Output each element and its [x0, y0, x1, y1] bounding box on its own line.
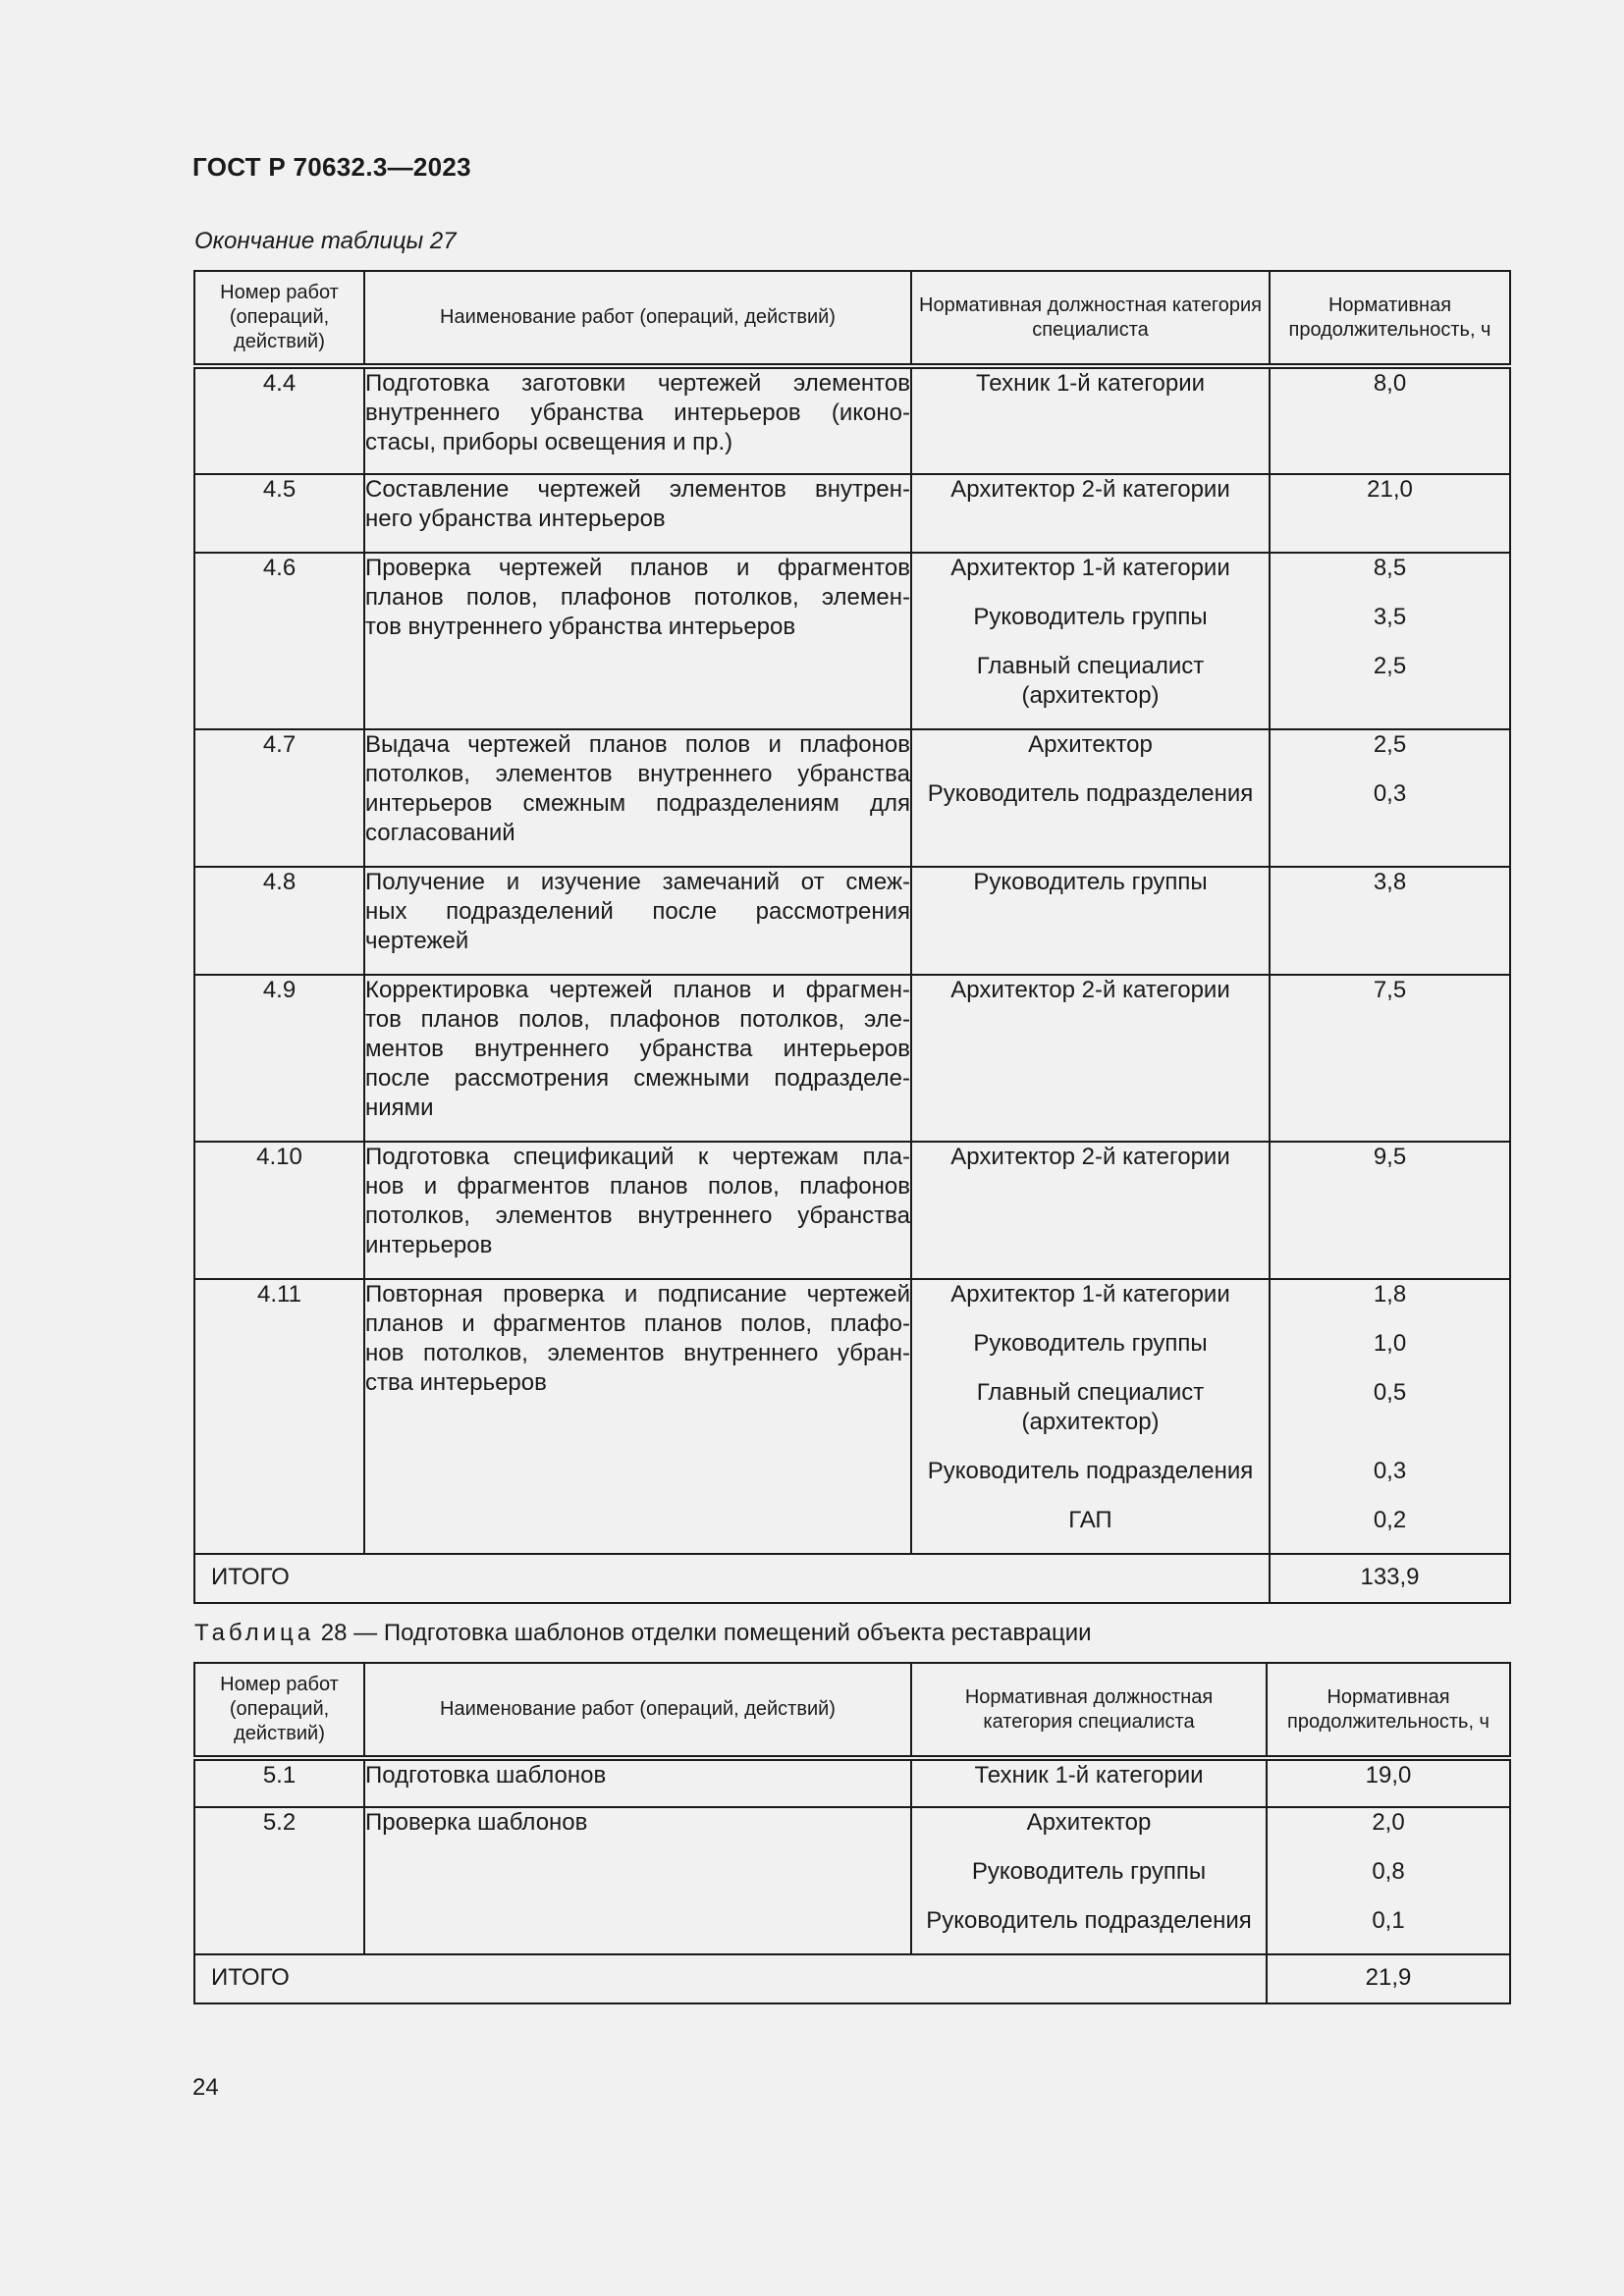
table-27-header	[194, 271, 1510, 366]
column-header-duration: Нормативная продолжительность, ч	[1270, 271, 1510, 366]
duration-cell	[1270, 1279, 1510, 1554]
column-header-category: Нормативная должностная категория специалиста	[911, 1663, 1267, 1758]
document-code: ГОСТ Р 70632.3—2023	[192, 152, 471, 182]
category-cell	[911, 867, 1270, 975]
total-label: ИТОГО	[194, 1954, 1267, 2003]
work-name-line: планов полов, плафонов потолков, элемен-	[365, 584, 910, 611]
duration-value: 0,8	[1372, 1858, 1405, 1885]
work-name-line: интерьеров	[365, 1232, 493, 1258]
work-name-cell	[364, 553, 911, 729]
duration-value: 3,5	[1373, 604, 1407, 630]
duration-value: 0,2	[1373, 1507, 1407, 1533]
work-name-line: Подготовка заготовки чертежей элементов	[365, 370, 910, 397]
work-name-cell	[364, 867, 911, 975]
work-name-line: Проверка шаблонов	[365, 1809, 588, 1836]
table-27-continuation-caption: Окончание таблицы 27	[194, 228, 457, 254]
specialist-category: Главный специалист (архитектор)	[976, 653, 1205, 709]
work-number-cell: 4.8	[194, 867, 364, 975]
work-name-line: планов и фрагментов планов полов, плафо-	[365, 1310, 910, 1337]
work-name-line: ных подразделений после рассмотрения	[365, 898, 910, 925]
work-name-line: стасы, приборы освещения и пр.)	[365, 429, 733, 455]
table-27	[193, 270, 1511, 1604]
duration-cell	[1270, 975, 1510, 1142]
column-header-duration: Нормативная продолжительность, ч	[1267, 1663, 1510, 1758]
duration-cell	[1270, 366, 1510, 474]
work-name-cell	[364, 366, 911, 474]
column-header-category: Нормативная должностная категория специалиста	[911, 271, 1270, 366]
specialist-category: ГАП	[1068, 1507, 1112, 1533]
duration-value: 2,5	[1373, 731, 1407, 758]
duration-value: 0,3	[1373, 1458, 1407, 1484]
duration-cell	[1270, 867, 1510, 975]
table-row	[194, 1758, 1510, 1807]
category-cell	[911, 553, 1270, 729]
duration-cell	[1270, 474, 1510, 553]
work-name-line: Получение и изучение замечаний от смеж-	[365, 869, 910, 895]
duration-cell	[1270, 553, 1510, 729]
category-cell	[911, 1758, 1267, 1807]
table-row	[194, 975, 1510, 1142]
work-name-line: нов и фрагментов планов полов, плафонов	[365, 1173, 910, 1200]
column-header-number: Номер работ (операций, действий)	[194, 1663, 364, 1758]
specialist-category: Архитектор	[1028, 731, 1153, 758]
table-28	[193, 1662, 1511, 2004]
duration-value: 1,0	[1373, 1330, 1407, 1357]
category-cell	[911, 1142, 1270, 1279]
table-row	[194, 474, 1510, 553]
specialist-category: Архитектор 1-й категории	[950, 1281, 1230, 1308]
work-name-line: ментов внутреннего убранства интерьеров	[365, 1036, 910, 1062]
work-number-cell: 4.7	[194, 729, 364, 867]
work-name-line: потолков, элементов внутреннего убранства	[365, 761, 910, 787]
work-number-cell: 4.11	[194, 1279, 364, 1554]
table-row	[194, 867, 1510, 975]
category-cell	[911, 366, 1270, 474]
table-row	[194, 729, 1510, 867]
table-row	[194, 1279, 1510, 1554]
work-number-cell: 4.10	[194, 1142, 364, 1279]
category-cell	[911, 1807, 1267, 1954]
work-name-line: Корректировка чертежей планов и фрагмен-	[365, 977, 910, 1003]
work-name-cell	[364, 1279, 911, 1554]
category-cell	[911, 1279, 1270, 1554]
duration-value: 7,5	[1373, 977, 1407, 1003]
specialist-category: Руководитель группы	[973, 604, 1208, 630]
work-name-line: Проверка чертежей планов и фрагментов	[365, 555, 910, 581]
work-number-cell: 5.1	[194, 1758, 364, 1807]
work-name-line: него убранства интерьеров	[365, 506, 666, 532]
work-name-line: интерьеров смежным подразделениям для	[365, 790, 910, 817]
duration-value: 21,0	[1367, 476, 1413, 503]
total-value: 133,9	[1270, 1554, 1510, 1603]
duration-value: 1,8	[1373, 1281, 1407, 1308]
total-row	[194, 1554, 1510, 1603]
work-name-line: внутреннего убранства интерьеров (иконо-	[365, 400, 910, 426]
specialist-category: Руководитель группы	[971, 1858, 1207, 1885]
table-row	[194, 1807, 1510, 1954]
duration-value: 19,0	[1365, 1762, 1412, 1789]
work-name-line: ства интерьеров	[365, 1369, 547, 1396]
duration-value: 0,5	[1373, 1379, 1407, 1406]
column-header-name: Наименование работ (операций, действий)	[364, 1663, 911, 1758]
page-number: 24	[192, 2074, 219, 2101]
duration-value: 3,8	[1373, 869, 1407, 895]
work-name-line: чертежей	[365, 928, 469, 954]
specialist-category: Архитектор 2-й категории	[950, 1144, 1230, 1170]
work-number-cell: 5.2	[194, 1807, 364, 1954]
total-value: 21,9	[1267, 1954, 1510, 2003]
table-28-caption-prefix: Таблица	[194, 1620, 315, 1646]
work-name-line: Выдача чертежей планов полов и плафонов	[365, 731, 910, 758]
work-name-line: Составление чертежей элементов внутрен-	[365, 476, 910, 503]
column-header-number: Номер работ (операций, действий)	[194, 271, 364, 366]
specialist-category: Руководитель подразделения	[926, 1907, 1252, 1934]
specialist-category: Техник 1-й категории	[975, 370, 1206, 397]
work-name-cell	[364, 729, 911, 867]
total-label: ИТОГО	[194, 1554, 1270, 1603]
table-28-caption-title: 28 — Подготовка шаблонов отделки помещений объекта реставрации	[320, 1620, 1092, 1646]
work-name-line: Повторная проверка и подписание чертежей	[365, 1281, 910, 1308]
duration-value: 2,0	[1372, 1809, 1405, 1836]
work-name-line: после рассмотрения смежными подразделе-	[365, 1065, 910, 1092]
work-name-line: тов внутреннего убранства интерьеров	[365, 614, 796, 640]
work-name-line: потолков, элементов внутреннего убранства	[365, 1202, 910, 1229]
duration-value: 8,0	[1373, 370, 1407, 397]
work-number-cell: 4.4	[194, 366, 364, 474]
work-name-cell	[364, 1758, 911, 1807]
work-name-cell	[364, 1142, 911, 1279]
work-number-cell: 4.5	[194, 474, 364, 553]
table-row	[194, 553, 1510, 729]
duration-cell	[1267, 1758, 1510, 1807]
total-row	[194, 1954, 1510, 2003]
specialist-category: Архитектор 2-й категории	[950, 476, 1230, 503]
specialist-category: Архитектор	[1026, 1809, 1152, 1836]
duration-cell	[1267, 1807, 1510, 1954]
duration-value: 8,5	[1373, 555, 1407, 581]
table-28-header	[194, 1663, 1510, 1758]
work-name-line: ниями	[365, 1095, 434, 1121]
work-name-cell	[364, 1807, 911, 1954]
specialist-category: Архитектор 1-й категории	[950, 555, 1230, 581]
duration-cell	[1270, 1142, 1510, 1279]
duration-value: 9,5	[1373, 1144, 1407, 1170]
specialist-category: Руководитель группы	[973, 1330, 1208, 1357]
work-name-line: согласований	[365, 820, 515, 846]
work-name-line: тов планов полов, плафонов потолков, эле-	[365, 1006, 910, 1033]
work-number-cell: 4.9	[194, 975, 364, 1142]
column-header-name: Наименование работ (операций, действий)	[364, 271, 911, 366]
specialist-category: Главный специалист (архитектор)	[976, 1379, 1205, 1435]
work-name-line: нов потолков, элементов внутреннего убран-	[365, 1340, 910, 1366]
work-name-line: Подготовка шаблонов	[365, 1762, 607, 1789]
table-row	[194, 366, 1510, 474]
specialist-category: Руководитель подразделения	[927, 1458, 1254, 1484]
duration-cell	[1270, 729, 1510, 867]
work-name-cell	[364, 474, 911, 553]
duration-value: 0,3	[1373, 780, 1407, 807]
duration-value: 2,5	[1373, 653, 1407, 679]
work-name-cell	[364, 975, 911, 1142]
category-cell	[911, 729, 1270, 867]
specialist-category: Руководитель подразделения	[927, 780, 1254, 807]
work-number-cell: 4.6	[194, 553, 364, 729]
table-28-body	[194, 1758, 1510, 2003]
specialist-category: Архитектор 2-й категории	[950, 977, 1230, 1003]
table-row	[194, 1142, 1510, 1279]
category-cell	[911, 474, 1270, 553]
duration-value: 0,1	[1372, 1907, 1405, 1934]
specialist-category: Техник 1-й категории	[974, 1762, 1204, 1789]
category-cell	[911, 975, 1270, 1142]
work-name-line: Подготовка спецификаций к чертежам пла-	[365, 1144, 910, 1170]
table-28-caption	[194, 1620, 1092, 1647]
table-27-body	[194, 366, 1510, 1603]
specialist-category: Руководитель группы	[973, 869, 1208, 895]
